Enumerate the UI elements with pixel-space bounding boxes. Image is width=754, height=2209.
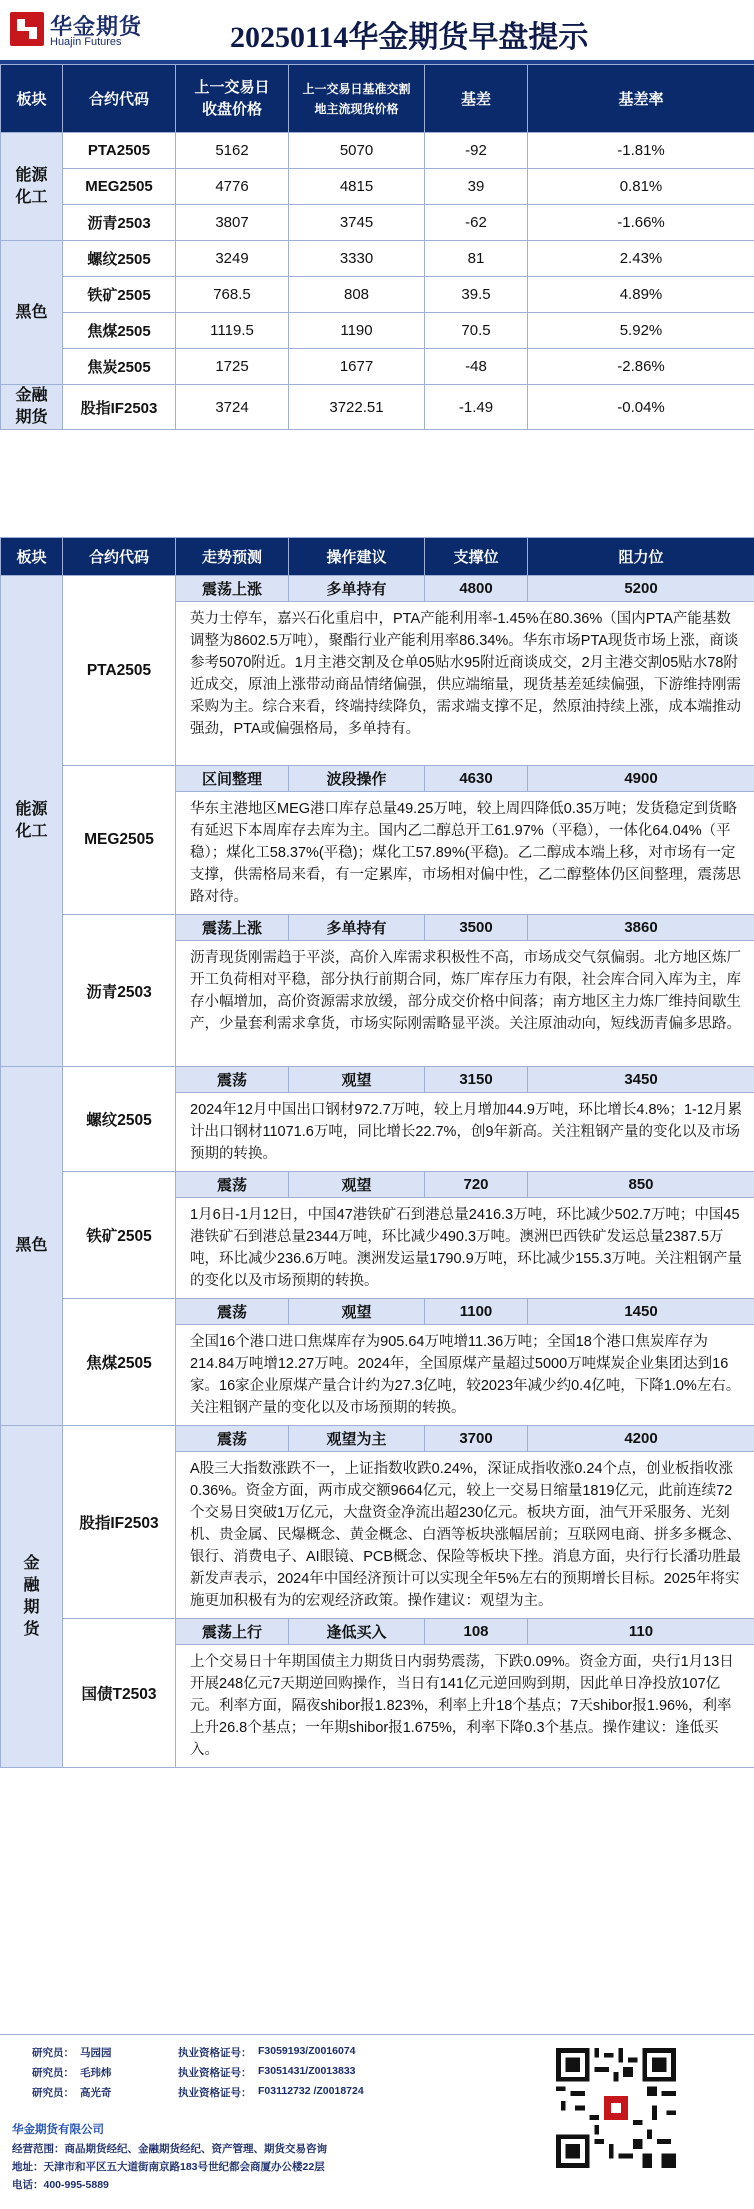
- col-header-contract: 合约代码: [63, 65, 176, 133]
- contract-code: PTA2505: [63, 576, 176, 766]
- company-name: 华金期货有限公司: [12, 2124, 104, 2136]
- qr-code: [556, 2048, 676, 2168]
- basis-rate: -2.86%: [528, 349, 754, 385]
- forecast-signal-row: [1, 1299, 754, 1325]
- trend-forecast: 震荡上涨: [176, 576, 289, 602]
- brand-logo: [10, 8, 180, 56]
- basis-row: [1, 313, 754, 349]
- researcher-label: 研究员：: [32, 2087, 74, 2099]
- report-header: [0, 0, 754, 64]
- forecast-signal-row: [1, 576, 754, 602]
- market-commentary: 英力士停车，嘉兴石化重启中，PTA产能利用率-1.45%在80.36%（国内PTA产能基数调整为8602.5万吨），聚酯行业产能利用率86.34%。华东市场PTA现货市场上涨，商谈参考5070附近。1月主港交割及仓单05贴水95附近商谈成交，2月主港交割05贴水78附近成交，原油上涨带动商品情绪偏强，供应端缩量，现货基差延续偏强，下游维持刚需采购为主。综合来看，终端持续降负，需求端支撑不足，然原油持续上涨，成本端推动强劲，PTA或偏强格局，多单持有。: [176, 602, 754, 766]
- market-commentary: 华东主港地区MEG港口库存总量49.25万吨，较上周四降低0.35万吨；发货稳定到货略有延迟下本周库存去库为主。国内乙二醇总开工61.97%（平稳），一体化64.04%（平稳）；煤化工58.37%(平稳)；煤化工57.89%(平稳)。乙二醇成本端上移，对市场有一定支撑，供需格局来看，有一定累库，市场相对偏中性，乙二醇整体仍区间整理，震荡思路对待。: [176, 792, 754, 915]
- close-price: 5162: [176, 133, 289, 169]
- contract-code: 铁矿2505: [63, 1172, 176, 1299]
- col-header-support: 支撑位: [425, 538, 528, 576]
- basis-value: 81: [425, 241, 528, 277]
- cert-number: F3059193/Z0016074: [258, 2045, 356, 2057]
- close-price: 3724: [176, 385, 289, 430]
- market-commentary: 全国16个港口进口焦煤库存为905.64万吨增11.36万吨；全国18个港口焦炭库存为214.84万吨增12.27万吨。2024年，全国原煤产量超过5000万吨煤炭企业集团达到16家。16家企业原煤产量合计约为27.3亿吨，较2023年减少约0.4亿吨，下降1.0%左右。关注粗钢产量的变化以及市场预期的转换。: [176, 1325, 754, 1426]
- market-commentary: 2024年12月中国出口钢材972.7万吨，较上月增加44.9万吨，环比增长4.8%；1-12月累计出口钢材11071.6万吨，同比增长22.7%，创9年新高。关注粗钢产量的变化以及市场预期的转换。: [176, 1093, 754, 1172]
- basis-value: -48: [425, 349, 528, 385]
- spot-price: 3330: [289, 241, 425, 277]
- cert-label: 执业资格证号：: [178, 2047, 252, 2059]
- basis-row: [1, 277, 754, 313]
- basis-row: [1, 133, 754, 169]
- trend-forecast: 区间整理: [176, 766, 289, 792]
- resistance-level: 4200: [528, 1426, 754, 1452]
- col-header-resistance: 阻力位: [528, 538, 754, 576]
- market-commentary: 沥青现货刚需趋于平淡，高价入库需求积极性不高，市场成交气氛偏弱。北方地区炼厂开工负荷相对平稳，部分执行前期合同，炼厂库存压力有限，社会库合同入库为主，库存小幅增加，高价资源需求放缓，部分成交价格中间落；南方地区主力炼厂维持间歇生产，少量套利需求拿货，市场实际刚需略显平淡。关注原油动向，短线沥青偏多思路。: [176, 941, 754, 1067]
- close-price: 3249: [176, 241, 289, 277]
- researcher-name: 马园园: [80, 2047, 112, 2059]
- contract-code: PTA2505: [63, 133, 176, 169]
- basis-row: [1, 385, 754, 430]
- col-header-sector: 板块: [1, 538, 63, 576]
- trade-advice: 逢低买入: [289, 1619, 425, 1645]
- spot-price: 4815: [289, 169, 425, 205]
- close-price: 1119.5: [176, 313, 289, 349]
- trend-forecast: 震荡: [176, 1299, 289, 1325]
- company-phone: 电话：400-995-5889: [12, 2179, 109, 2191]
- trend-forecast: 震荡上行: [176, 1619, 289, 1645]
- forecast-table: [0, 537, 754, 1768]
- qr-code-image: [556, 2048, 676, 2168]
- basis-rate: 5.92%: [528, 313, 754, 349]
- spot-price: 5070: [289, 133, 425, 169]
- sector-cell: 黑色: [1, 1067, 63, 1426]
- col-header-trend: 走势预测: [176, 538, 289, 576]
- col-header-basis-rate: 基差率: [528, 65, 754, 133]
- forecast-signal-row: [1, 1619, 754, 1645]
- contract-code: 股指IF2503: [63, 1426, 176, 1619]
- brand-name-en: Huajin Futures: [50, 36, 122, 48]
- researcher-label: 研究员：: [32, 2047, 74, 2059]
- spot-price: 1677: [289, 349, 425, 385]
- forecast-signal-row: [1, 1172, 754, 1198]
- basis-rate: -1.81%: [528, 133, 754, 169]
- basis-row: [1, 205, 754, 241]
- page-title: 20250114华金期货早盘提示: [230, 21, 589, 54]
- trend-forecast: 震荡上涨: [176, 915, 289, 941]
- support-level: 720: [425, 1172, 528, 1198]
- col-header-close: [176, 65, 289, 133]
- resistance-level: 850: [528, 1172, 754, 1198]
- col-header-spot-label: 上一交易日基准交割 地主流现货价格: [302, 81, 411, 116]
- researcher-label: 研究员：: [32, 2067, 74, 2079]
- cert-label: 执业资格证号：: [178, 2087, 252, 2099]
- contract-code: 螺纹2505: [63, 241, 176, 277]
- trade-advice: 多单持有: [289, 915, 425, 941]
- close-price: 1725: [176, 349, 289, 385]
- trade-advice: 波段操作: [289, 766, 425, 792]
- support-level: 3500: [425, 915, 528, 941]
- sector-cell: 能源 化工: [1, 133, 63, 241]
- company-address: 地址：天津市和平区五大道街南京路183号世纪都会商厦办公楼22层: [12, 2161, 325, 2173]
- basis-value: -62: [425, 205, 528, 241]
- spot-price: 3722.51: [289, 385, 425, 430]
- trend-forecast: 震荡: [176, 1426, 289, 1452]
- basis-value: 39.5: [425, 277, 528, 313]
- col-header-advice: 操作建议: [289, 538, 425, 576]
- sector-cell: 金融 期货: [1, 385, 63, 430]
- market-commentary: 1月6日-1月12日，中国47港铁矿石到港总量2416.3万吨，环比减少502.7万吨；中国45港铁矿石到港总量2344万吨，环比减少490.3万吨。澳洲巴西铁矿发运总量2387.5万吨，环比减少236.6万吨。澳洲发运量1790.9万吨，环比减少155.3万吨。关注粗钢产量的变化以及市场预期的转换。: [176, 1198, 754, 1299]
- forecast-signal-row: [1, 1426, 754, 1452]
- col-header-close-label: 上一交易日 收盘价格: [194, 78, 270, 118]
- brand-name-cn: 华金期货: [50, 14, 143, 39]
- contract-code: 股指IF2503: [63, 385, 176, 430]
- resistance-level: 3860: [528, 915, 754, 941]
- trade-advice: 观望: [289, 1299, 425, 1325]
- basis-value: -92: [425, 133, 528, 169]
- resistance-level: 1450: [528, 1299, 754, 1325]
- contract-code: 沥青2503: [63, 915, 176, 1067]
- market-commentary: 上个交易日十年期国债主力期货日内弱势震荡，下跌0.09%。资金方面，央行1月13日开展248亿元7天期逆回购操作，当日有141亿元逆回购到期，因此单日净投放107亿元。利率方面，隔夜shibor报1.823%，利率上升18个基点；7天shibor报1.96%，利率上升26.8个基点；一年期shibor报1.675%，利率下降0.3个基点。操作建议：逢低买入。: [176, 1645, 754, 1768]
- contract-code: 国债T2503: [63, 1619, 176, 1768]
- resistance-level: 5200: [528, 576, 754, 602]
- basis-rate: 0.81%: [528, 169, 754, 205]
- support-level: 4630: [425, 766, 528, 792]
- contract-code: 沥青2503: [63, 205, 176, 241]
- support-level: 108: [425, 1619, 528, 1645]
- support-level: 1100: [425, 1299, 528, 1325]
- basis-row: [1, 241, 754, 277]
- resistance-level: 110: [528, 1619, 754, 1645]
- cert-number: F3051431/Z0013833: [258, 2065, 356, 2077]
- col-header-spot: [289, 65, 425, 133]
- close-price: 4776: [176, 169, 289, 205]
- basis-row: [1, 349, 754, 385]
- spot-price: 1190: [289, 313, 425, 349]
- contract-code: 螺纹2505: [63, 1067, 176, 1172]
- basis-rate: 4.89%: [528, 277, 754, 313]
- trade-advice: 观望为主: [289, 1426, 425, 1452]
- col-header-sector: 板块: [1, 65, 63, 133]
- basis-value: 70.5: [425, 313, 528, 349]
- support-level: 3150: [425, 1067, 528, 1093]
- forecast-signal-row: [1, 915, 754, 941]
- trade-advice: 观望: [289, 1172, 425, 1198]
- resistance-level: 4900: [528, 766, 754, 792]
- basis-row: [1, 169, 754, 205]
- contract-code: 焦煤2505: [63, 1299, 176, 1426]
- basis-value: 39: [425, 169, 528, 205]
- basis-rate: 2.43%: [528, 241, 754, 277]
- market-commentary: A股三大指数涨跌不一，上证指数收跌0.24%，深证成指收涨0.24个点，创业板指收涨0.36%。资金方面，两市成交额9664亿元，较上一交易日缩量1819亿元，此前连续72个交易日突破1万亿元，大盘资金净流出超230亿元。板块方面，油气开采服务、光刻机、贵金属、民爆概念、黄金概念、白酒等板块涨幅居前；互联网电商、拼多多概念、银行、消费电子、AI眼镜、PCB概念、保险等板块下挫。消息方面，央行行长潘功胜最新发声表示，2024年中国经济预计可以实现全年5%左右的预期增长目标。2025年将实施更加积极有为的宏观经济政策。操作建议：观望为主。: [176, 1452, 754, 1619]
- business-scope: 经营范围：商品期货经纪、金融期货经纪、资产管理、期货交易咨询: [12, 2143, 327, 2155]
- forecast-signal-row: [1, 1067, 754, 1093]
- trade-advice: 多单持有: [289, 576, 425, 602]
- forecast-signal-row: [1, 766, 754, 792]
- brand-logo-icon: [10, 12, 44, 46]
- spot-price: 808: [289, 277, 425, 313]
- support-level: 3700: [425, 1426, 528, 1452]
- cert-number: F03112732 /Z0018724: [258, 2085, 364, 2097]
- cert-label: 执业资格证号：: [178, 2067, 252, 2079]
- close-price: 768.5: [176, 277, 289, 313]
- basis-table: [0, 64, 754, 430]
- sector-cell: 能源 化工: [1, 576, 63, 1067]
- col-header-contract: 合约代码: [63, 538, 176, 576]
- basis-rate: -0.04%: [528, 385, 754, 430]
- spot-price: 3745: [289, 205, 425, 241]
- researcher-name: 毛玮炜: [80, 2067, 112, 2079]
- contract-code: MEG2505: [63, 766, 176, 915]
- basis-value: -1.49: [425, 385, 528, 430]
- support-level: 4800: [425, 576, 528, 602]
- sector-cell: 黑色: [1, 241, 63, 385]
- resistance-level: 3450: [528, 1067, 754, 1093]
- trend-forecast: 震荡: [176, 1067, 289, 1093]
- basis-rate: -1.66%: [528, 205, 754, 241]
- sector-cell: 金 融 期 货: [1, 1426, 63, 1768]
- contract-code: 焦炭2505: [63, 349, 176, 385]
- trade-advice: 观望: [289, 1067, 425, 1093]
- contract-code: MEG2505: [63, 169, 176, 205]
- col-header-basis: 基差: [425, 65, 528, 133]
- contract-code: 焦煤2505: [63, 313, 176, 349]
- trend-forecast: 震荡: [176, 1172, 289, 1198]
- close-price: 3807: [176, 205, 289, 241]
- contract-code: 铁矿2505: [63, 277, 176, 313]
- researcher-name: 高光奇: [80, 2087, 112, 2099]
